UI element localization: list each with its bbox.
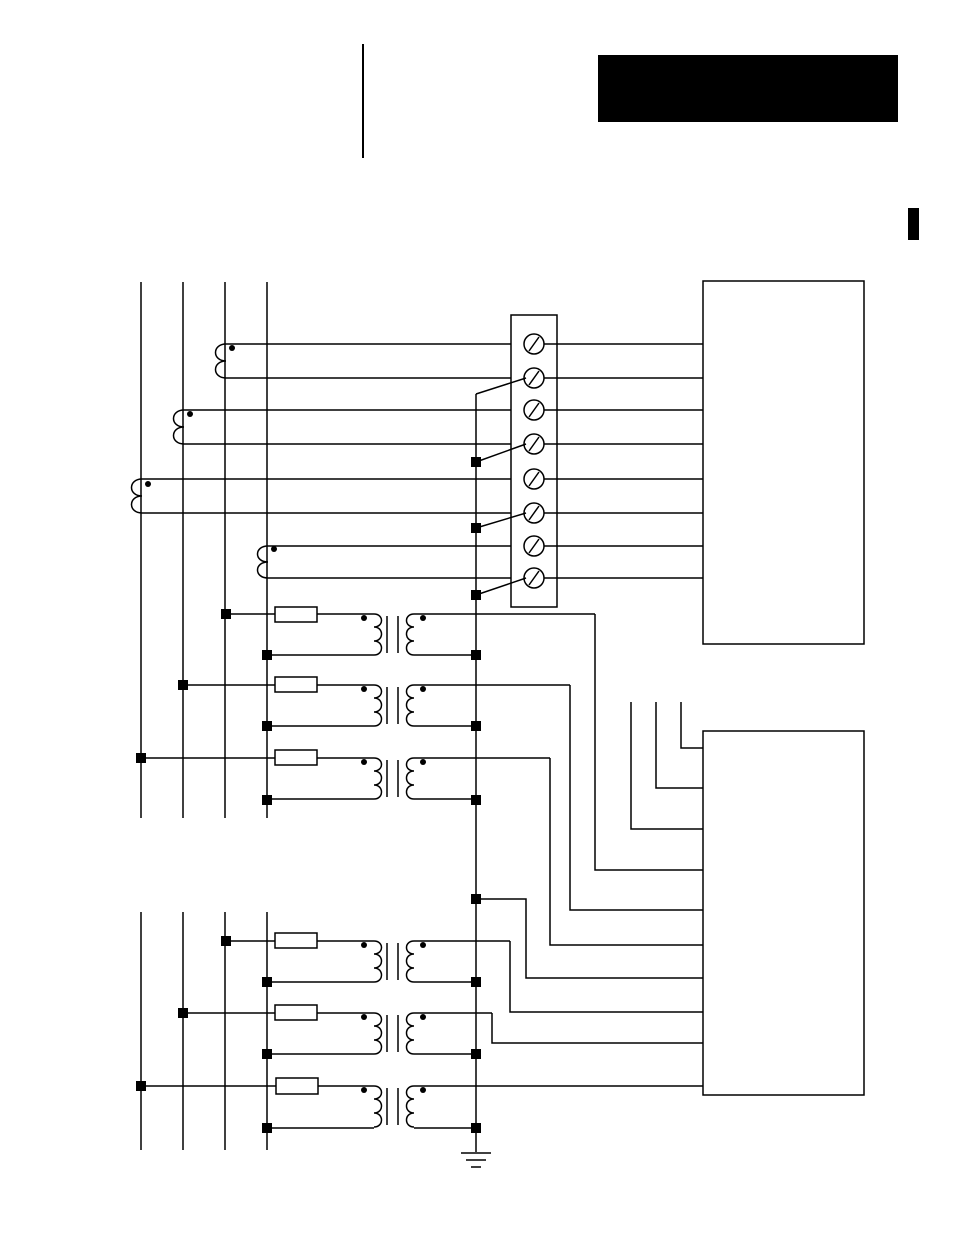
terminal-screw (524, 536, 544, 556)
fuse (275, 607, 317, 622)
fuse (275, 750, 317, 765)
potential-transformer-4 (226, 933, 510, 982)
terminal-screw (524, 400, 544, 420)
junction-nodes (136, 457, 481, 1133)
terminal-screw (524, 469, 544, 489)
fuse (276, 1078, 318, 1094)
polarity-dot (145, 481, 151, 487)
polarity-dot (187, 411, 193, 417)
terminal-screw (524, 434, 544, 454)
supply-leads (631, 702, 703, 829)
potential-transformer-1 (226, 607, 595, 655)
potential-transformer-5 (183, 1005, 492, 1054)
ground-icon (461, 1130, 491, 1167)
terminal-block (511, 315, 557, 607)
terminal-screw (524, 334, 544, 354)
polarity-dot (229, 345, 235, 351)
potential-transformer-3 (141, 750, 550, 799)
polarity-dot (271, 546, 277, 552)
terminal-screw (524, 368, 544, 388)
pt-bank-upper (141, 607, 595, 799)
terminal-screw (524, 568, 544, 588)
fuse (275, 677, 317, 692)
power-module (703, 731, 864, 1095)
monitoring-device (703, 281, 864, 644)
potential-transformer-2 (183, 677, 570, 726)
terminal-screw (524, 503, 544, 523)
fuse (275, 933, 317, 948)
terminal-outputs (544, 344, 703, 578)
fuse (275, 1005, 317, 1020)
three-phase-bus-lower (141, 912, 267, 1150)
three-phase-bus-upper (141, 282, 267, 818)
